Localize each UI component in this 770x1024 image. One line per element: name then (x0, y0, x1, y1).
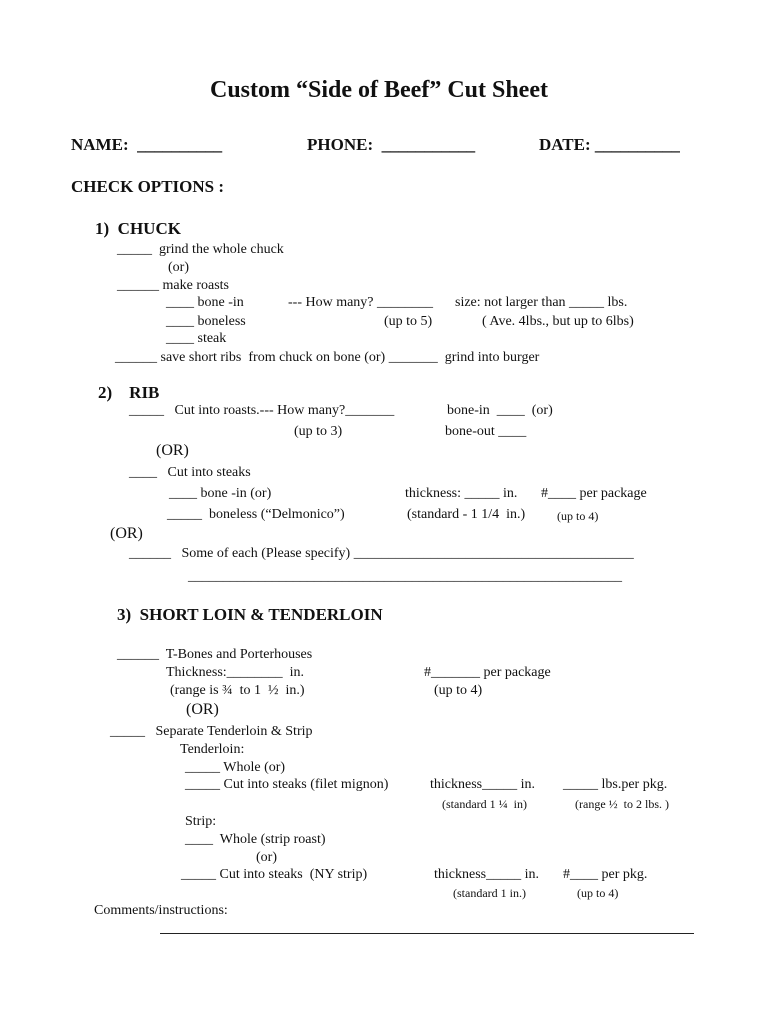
tenderloin-range-note: (range ½ to 2 lbs. ) (575, 797, 669, 811)
or-label: (OR) (110, 525, 143, 542)
tbones-thickness-field[interactable]: Thickness:________ in. (166, 665, 305, 680)
tenderloin-thickness-field[interactable]: thickness_____ in. (430, 777, 535, 792)
tbones-up-to-note: (up to 4) (434, 683, 483, 698)
tbones-per-package-field[interactable]: #_______ per package (424, 665, 551, 680)
rib-some-of-each-option[interactable]: ______ Some of each (Please specify) ________________________________________ (129, 546, 634, 561)
chuck-short-ribs-option[interactable]: ______ save short ribs from chuck on bone (or) _______ grind into burger (115, 350, 540, 365)
phone-field[interactable]: PHONE: ___________ (307, 135, 476, 154)
rib-bone-in-option[interactable]: bone-in ____ (or) (447, 403, 553, 418)
chuck-bone-in-option[interactable]: ____ bone -in (166, 295, 244, 310)
short-loin-heading: 3) SHORT LOIN & TENDERLOIN (117, 605, 383, 624)
chuck-make-roasts-option[interactable]: ______ make roasts (117, 278, 229, 293)
strip-up-to-note: (up to 4) (577, 886, 619, 900)
chuck-heading: 1) CHUCK (95, 219, 181, 238)
tbones-range-note: (range is ¾ to 1 ½ in.) (170, 683, 305, 698)
strip-steaks-option[interactable]: _____ Cut into steaks (NY strip) (181, 867, 368, 882)
date-field[interactable]: DATE: __________ (539, 135, 680, 154)
strip-standard-note: (standard 1 in.) (453, 886, 526, 900)
rib-boneless-option[interactable]: _____ boneless (“Delmonico”) (167, 507, 345, 522)
strip-per-pkg-field[interactable]: #____ per pkg. (563, 867, 648, 882)
tbones-option[interactable]: ______ T-Bones and Porterhouses (117, 647, 313, 662)
page-title: Custom “Side of Beef” Cut Sheet (210, 77, 548, 103)
rib-per-package-field[interactable]: #____ per package (541, 486, 647, 501)
rib-bone-out-option[interactable]: bone-out ____ (445, 424, 527, 439)
chuck-steak-option[interactable]: ____ steak (166, 331, 227, 346)
rib-standard-note: (standard - 1 1/4 in.) (407, 507, 526, 522)
comments-input-line[interactable] (160, 933, 694, 934)
chuck-grind-whole-option[interactable]: _____ grind the whole chuck (117, 242, 284, 257)
or-label: (or) (168, 260, 189, 275)
rib-thickness-field[interactable]: thickness: _____ in. (405, 486, 518, 501)
tenderloin-steaks-option[interactable]: _____ Cut into steaks (filet mignon) (185, 777, 389, 792)
check-options-heading: CHECK OPTIONS : (71, 177, 225, 196)
chuck-boneless-option[interactable]: ____ boneless (166, 314, 246, 329)
rib-up-to-note: (up to 3) (294, 424, 343, 439)
rib-steak-bone-in-option[interactable]: ____ bone -in (or) (169, 486, 272, 501)
strip-whole-option[interactable]: ____ Whole (strip roast) (185, 832, 326, 847)
tenderloin-label: Tenderloin: (180, 742, 245, 757)
rib-roasts-option[interactable]: _____ Cut into roasts.--- How many?_______ (129, 403, 395, 418)
tenderloin-whole-option[interactable]: _____ Whole (or) (185, 760, 286, 775)
separate-tenderloin-strip-option[interactable]: _____ Separate Tenderloin & Strip (110, 724, 313, 739)
strip-thickness-field[interactable]: thickness_____ in. (434, 867, 539, 882)
chuck-average-note: ( Ave. 4lbs., but up to 6lbs) (482, 314, 634, 329)
or-label: (OR) (186, 701, 219, 718)
rib-heading: 2) RIB (98, 383, 160, 402)
or-label: (OR) (156, 442, 189, 459)
name-field[interactable]: NAME: __________ (71, 135, 223, 154)
rib-specify-line[interactable]: ______________________________________________________________ (188, 569, 622, 584)
comments-label: Comments/instructions: (94, 903, 228, 918)
or-label: (or) (256, 850, 277, 865)
rib-steaks-option[interactable]: ____ Cut into steaks (129, 465, 251, 480)
rib-up-to-4-note: (up to 4) (557, 509, 599, 523)
chuck-how-many-field[interactable]: --- How many? ________ (288, 295, 434, 310)
tenderloin-lbs-per-pkg-field[interactable]: _____ lbs.per pkg. (563, 777, 668, 792)
strip-label: Strip: (185, 814, 217, 829)
chuck-up-to-note: (up to 5) (384, 314, 433, 329)
tenderloin-standard-note: (standard 1 ¼ in) (442, 797, 527, 811)
chuck-size-limit-field[interactable]: size: not larger than _____ lbs. (455, 295, 628, 310)
